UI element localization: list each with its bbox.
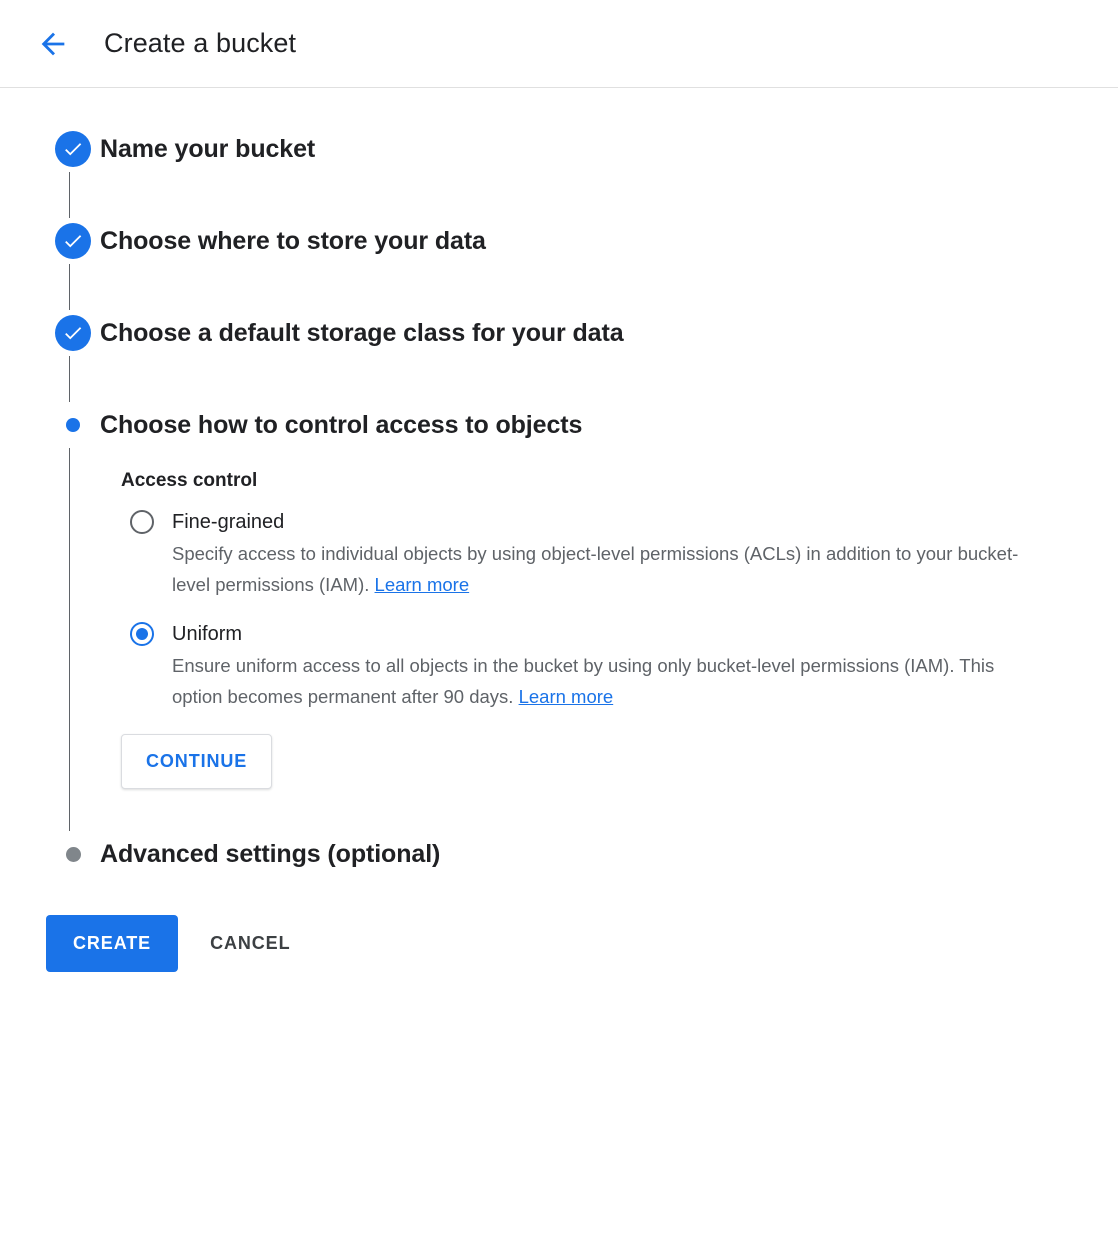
step-title: Choose how to control access to objects [100,411,583,439]
back-arrow-icon[interactable] [30,21,76,67]
step-choose-storage-class[interactable] [50,310,1118,402]
cancel-button[interactable]: CANCEL [188,915,312,972]
step-name-your-bucket[interactable] [50,126,1118,218]
step-active-icon [50,402,96,448]
step-complete-icon [50,310,96,356]
step-complete-icon [50,126,96,172]
access-control-label: Access control [121,470,258,491]
radio-uniform-description-text: Ensure uniform access to all objects in the bucket by using only bucket-level permissions (IAM). This option becomes permanent after 90 days. [172,655,995,707]
step-title: Choose a default storage class for your data [100,319,624,347]
step-connector [69,264,70,310]
step-pending-icon [50,831,96,877]
radio-uniform[interactable] [121,622,1118,646]
form-actions [0,877,1118,972]
fine-grained-learn-more-link[interactable]: Learn more [374,574,470,595]
create-bucket-stepper [0,88,1118,877]
radio-fine-grained-label: Fine-grained [172,510,285,533]
uniform-learn-more-link[interactable]: Learn more [518,686,614,707]
step-choose-location[interactable] [50,218,1118,310]
radio-fine-grained-description-text: Specify access to individual objects by using object-level permissions (ACLs) in addition to your bucket-level permissions (IAM). [172,543,1019,595]
page-header [0,0,1118,88]
radio-fine-grained-description [172,538,1022,600]
page-title: Create a bucket [104,28,297,58]
step-choose-access-control[interactable] [50,402,1118,831]
radio-fine-grained[interactable] [121,510,1118,534]
step-connector [69,172,70,218]
step-title: Advanced settings (optional) [100,840,441,868]
radio-uniform-description [172,650,1022,712]
continue-button[interactable]: CONTINUE [121,734,272,789]
access-control-panel [69,448,1118,831]
radio-uniform-icon [130,622,154,646]
radio-uniform-label: Uniform [172,622,243,645]
step-title: Name your bucket [100,135,316,163]
step-complete-icon [50,218,96,264]
radio-fine-grained-icon [130,510,154,534]
create-button[interactable]: CREATE [46,915,178,972]
step-connector [69,356,70,402]
step-title: Choose where to store your data [100,227,486,255]
step-advanced-settings[interactable] [50,831,1118,877]
